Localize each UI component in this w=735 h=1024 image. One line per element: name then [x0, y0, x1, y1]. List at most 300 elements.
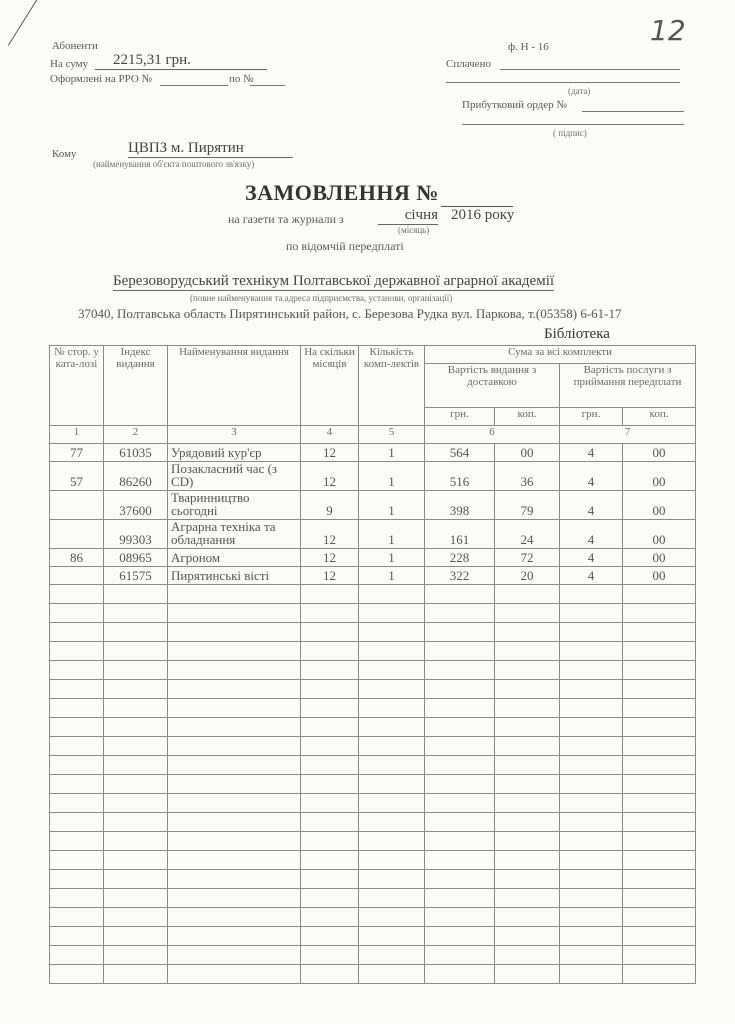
empty-cell	[50, 927, 104, 946]
empty-cell	[359, 908, 425, 927]
empty-cell	[359, 623, 425, 642]
empty-cell	[50, 680, 104, 699]
order-number-line	[441, 180, 513, 207]
col-number: 7	[560, 426, 696, 444]
empty-cell	[623, 642, 696, 661]
order-year: 2016 року	[451, 207, 515, 223]
empty-cell	[425, 946, 495, 965]
cell-name: Тваринництво сьогодні	[168, 491, 301, 520]
empty-cell	[301, 699, 359, 718]
cell-page: 57	[50, 462, 104, 491]
order-table	[49, 345, 696, 984]
empty-row	[50, 889, 696, 908]
empty-cell	[359, 832, 425, 851]
empty-cell	[104, 927, 168, 946]
empty-cell	[425, 832, 495, 851]
empty-row	[50, 737, 696, 756]
empty-cell	[301, 965, 359, 984]
empty-cell	[301, 908, 359, 927]
empty-cell	[359, 680, 425, 699]
empty-cell	[301, 756, 359, 775]
cell-months: 12	[301, 444, 359, 462]
empty-cell	[495, 585, 560, 604]
cell-months: 12	[301, 520, 359, 549]
empty-cell	[104, 661, 168, 680]
cell-months: 12	[301, 462, 359, 491]
empty-cell	[359, 756, 425, 775]
empty-cell	[359, 889, 425, 908]
header-sum-all: Сума за всі комплекти	[425, 346, 696, 364]
empty-cell	[104, 680, 168, 699]
empty-cell	[301, 851, 359, 870]
empty-cell	[623, 965, 696, 984]
col-number: 6	[425, 426, 560, 444]
cell-name: Урядовий кур'єр	[168, 444, 301, 462]
empty-cell	[168, 756, 301, 775]
date-label: (дата)	[568, 86, 591, 96]
empty-cell	[104, 870, 168, 889]
empty-cell	[560, 775, 623, 794]
cell-index: 61575	[104, 567, 168, 585]
empty-cell	[495, 642, 560, 661]
organization-name: Березоворудський технікум Полтавської державної аграрної академії	[113, 273, 555, 289]
empty-cell	[560, 889, 623, 908]
cell-s-uah: 4	[560, 491, 623, 520]
empty-row	[50, 585, 696, 604]
empty-cell	[168, 699, 301, 718]
header-name: Найменування видання	[168, 346, 301, 426]
empty-cell	[623, 832, 696, 851]
column-numbers-row	[50, 426, 696, 444]
empty-cell	[495, 718, 560, 737]
empty-cell	[425, 699, 495, 718]
empty-cell	[623, 775, 696, 794]
cell-page	[50, 520, 104, 549]
empty-cell	[623, 718, 696, 737]
empty-cell	[104, 756, 168, 775]
empty-cell	[168, 737, 301, 756]
empty-cell	[104, 585, 168, 604]
cell-s-uah: 4	[560, 462, 623, 491]
empty-cell	[104, 946, 168, 965]
empty-cell	[560, 699, 623, 718]
empty-cell	[495, 737, 560, 756]
header-delivery-cost: Вартість видання з доставкою	[425, 364, 560, 408]
cell-uah: 564	[425, 444, 495, 462]
cell-index: 61035	[104, 444, 168, 462]
empty-cell	[495, 756, 560, 775]
empty-cell	[425, 718, 495, 737]
sum-value: 2215,31 грн.	[95, 52, 267, 70]
empty-row	[50, 680, 696, 699]
empty-cell	[623, 623, 696, 642]
empty-cell	[495, 699, 560, 718]
empty-cell	[425, 661, 495, 680]
empty-cell	[301, 737, 359, 756]
addressee-value: ЦВПЗ м. Пирятин	[128, 140, 293, 158]
table-row	[50, 549, 696, 567]
cell-uah: 228	[425, 549, 495, 567]
empty-cell	[301, 889, 359, 908]
empty-cell	[168, 832, 301, 851]
empty-cell	[623, 946, 696, 965]
col-number: 5	[359, 426, 425, 444]
empty-cell	[50, 908, 104, 927]
empty-cell	[301, 661, 359, 680]
cell-uah: 398	[425, 491, 495, 520]
cell-index: 99303	[104, 520, 168, 549]
empty-cell	[495, 889, 560, 908]
cell-kop: 24	[495, 520, 560, 549]
empty-cell	[50, 699, 104, 718]
empty-cell	[560, 623, 623, 642]
empty-cell	[50, 870, 104, 889]
empty-cell	[301, 832, 359, 851]
cell-page: 77	[50, 444, 104, 462]
organization-address: 37040, Полтавська область Пирятинський район, с. Березова Рудка вул. Паркова, т.(05358) 6-61-17	[78, 306, 622, 321]
table-row	[50, 444, 696, 462]
header-service-cost: Вартість послуги з приймання передплати	[560, 364, 696, 408]
empty-cell	[560, 661, 623, 680]
cell-s-uah: 4	[560, 549, 623, 567]
cell-kop: 36	[495, 462, 560, 491]
empty-cell	[168, 794, 301, 813]
header-kop: коп.	[495, 408, 560, 426]
cell-index: 08965	[104, 549, 168, 567]
empty-cell	[560, 832, 623, 851]
cell-s-kop: 00	[623, 520, 696, 549]
rro-line	[160, 85, 228, 86]
empty-cell	[425, 737, 495, 756]
department: Бібліотека	[544, 326, 610, 342]
receipt-line	[582, 111, 684, 112]
empty-cell	[50, 604, 104, 623]
empty-cell	[301, 870, 359, 889]
table-row	[50, 567, 696, 585]
empty-cell	[623, 813, 696, 832]
addressee-caption: (найменування об'єкта поштового зв'язку)	[93, 159, 255, 169]
empty-cell	[301, 794, 359, 813]
cell-s-kop: 00	[623, 462, 696, 491]
header-sets: Кількість комп-лектів	[359, 346, 425, 426]
page-number: 12	[650, 14, 686, 47]
cell-page: 86	[50, 549, 104, 567]
empty-row	[50, 642, 696, 661]
header-index: Індекс видання	[104, 346, 168, 426]
empty-cell	[560, 908, 623, 927]
empty-cell	[301, 604, 359, 623]
empty-cell	[168, 851, 301, 870]
empty-cell	[168, 889, 301, 908]
empty-cell	[425, 908, 495, 927]
empty-cell	[359, 965, 425, 984]
empty-cell	[104, 775, 168, 794]
empty-cell	[560, 870, 623, 889]
empty-cell	[50, 737, 104, 756]
empty-cell	[623, 737, 696, 756]
empty-cell	[359, 604, 425, 623]
cell-months: 12	[301, 549, 359, 567]
order-line-prefix: на газети та журнали з	[228, 212, 344, 226]
cell-index: 86260	[104, 462, 168, 491]
empty-cell	[425, 642, 495, 661]
cell-s-uah: 4	[560, 520, 623, 549]
empty-cell	[623, 908, 696, 927]
empty-cell	[50, 756, 104, 775]
cell-s-kop: 00	[623, 549, 696, 567]
empty-cell	[560, 813, 623, 832]
empty-cell	[425, 623, 495, 642]
empty-cell	[50, 775, 104, 794]
empty-row	[50, 794, 696, 813]
empty-cell	[623, 585, 696, 604]
empty-row	[50, 908, 696, 927]
empty-cell	[301, 927, 359, 946]
empty-row	[50, 718, 696, 737]
empty-cell	[168, 623, 301, 642]
subscription-type: по відомчій передплаті	[286, 239, 404, 253]
empty-cell	[560, 642, 623, 661]
empty-cell	[495, 775, 560, 794]
empty-cell	[168, 585, 301, 604]
empty-cell	[425, 870, 495, 889]
cell-sets: 1	[359, 549, 425, 567]
cell-kop: 20	[495, 567, 560, 585]
empty-cell	[495, 851, 560, 870]
empty-cell	[359, 813, 425, 832]
cell-s-kop: 00	[623, 444, 696, 462]
empty-cell	[50, 832, 104, 851]
header-service-kop: коп.	[623, 408, 696, 426]
empty-cell	[50, 661, 104, 680]
empty-cell	[495, 870, 560, 889]
empty-row	[50, 775, 696, 794]
empty-cell	[104, 813, 168, 832]
empty-cell	[560, 794, 623, 813]
cell-kop: 72	[495, 549, 560, 567]
empty-cell	[301, 718, 359, 737]
empty-cell	[495, 794, 560, 813]
header-service-uah: грн.	[560, 408, 623, 426]
empty-cell	[623, 661, 696, 680]
empty-cell	[301, 585, 359, 604]
table-row	[50, 462, 696, 491]
empty-cell	[623, 851, 696, 870]
empty-cell	[168, 870, 301, 889]
empty-cell	[359, 699, 425, 718]
empty-cell	[50, 965, 104, 984]
organization-caption: (повне найменування та адреса підприємства, установи, організації)	[190, 293, 453, 303]
order-title	[245, 180, 513, 207]
empty-cell	[359, 737, 425, 756]
empty-cell	[301, 680, 359, 699]
cell-s-kop: 00	[623, 491, 696, 520]
empty-row	[50, 946, 696, 965]
header-page: № стор. у ката-лозі	[50, 346, 104, 426]
empty-cell	[50, 889, 104, 908]
empty-cell	[560, 756, 623, 775]
addressee-label: Кому	[52, 148, 77, 160]
col-number: 4	[301, 426, 359, 444]
empty-cell	[359, 870, 425, 889]
empty-cell	[623, 889, 696, 908]
empty-cell	[495, 680, 560, 699]
empty-cell	[168, 813, 301, 832]
empty-cell	[495, 965, 560, 984]
empty-cell	[359, 927, 425, 946]
empty-cell	[425, 813, 495, 832]
empty-cell	[359, 585, 425, 604]
receipt-label: Прибутковий ордер №	[462, 99, 567, 111]
header-uah: грн.	[425, 408, 495, 426]
empty-cell	[50, 794, 104, 813]
cell-uah: 161	[425, 520, 495, 549]
cell-months: 9	[301, 491, 359, 520]
empty-cell	[560, 965, 623, 984]
empty-cell	[495, 908, 560, 927]
empty-cell	[168, 718, 301, 737]
rro-no-label: по №	[229, 73, 254, 85]
empty-cell	[495, 661, 560, 680]
empty-cell	[425, 756, 495, 775]
empty-cell	[168, 775, 301, 794]
paid-label: Сплачено	[446, 58, 491, 70]
empty-cell	[168, 661, 301, 680]
cell-sets: 1	[359, 520, 425, 549]
empty-cell	[168, 642, 301, 661]
cell-kop: 00	[495, 444, 560, 462]
corner-stroke	[8, 0, 46, 46]
empty-cell	[495, 813, 560, 832]
empty-cell	[104, 832, 168, 851]
empty-cell	[425, 889, 495, 908]
empty-cell	[301, 946, 359, 965]
cell-name: Агроном	[168, 549, 301, 567]
empty-cell	[495, 604, 560, 623]
empty-cell	[104, 623, 168, 642]
empty-cell	[560, 946, 623, 965]
cell-sets: 1	[359, 444, 425, 462]
empty-cell	[425, 851, 495, 870]
sign-label: ( підпис)	[553, 128, 587, 138]
empty-cell	[50, 642, 104, 661]
month-caption: (місяць)	[398, 225, 430, 235]
cell-s-kop: 00	[623, 567, 696, 585]
empty-cell	[560, 927, 623, 946]
empty-cell	[425, 775, 495, 794]
empty-cell	[623, 794, 696, 813]
empty-row	[50, 604, 696, 623]
empty-cell	[359, 946, 425, 965]
empty-row	[50, 699, 696, 718]
empty-cell	[623, 927, 696, 946]
header-row-1	[50, 346, 696, 364]
empty-cell	[50, 623, 104, 642]
empty-cell	[301, 775, 359, 794]
empty-cell	[623, 699, 696, 718]
empty-cell	[104, 699, 168, 718]
empty-cell	[623, 680, 696, 699]
empty-cell	[50, 718, 104, 737]
empty-cell	[104, 851, 168, 870]
empty-cell	[425, 680, 495, 699]
empty-cell	[425, 794, 495, 813]
empty-cell	[301, 642, 359, 661]
empty-cell	[359, 718, 425, 737]
empty-cell	[560, 851, 623, 870]
table-row	[50, 491, 696, 520]
empty-cell	[50, 585, 104, 604]
empty-row	[50, 965, 696, 984]
header-months: На скільки місяців	[301, 346, 359, 426]
empty-row	[50, 927, 696, 946]
rro-label: Оформлені на РРО №	[50, 73, 153, 85]
empty-cell	[104, 889, 168, 908]
empty-row	[50, 661, 696, 680]
empty-cell	[560, 585, 623, 604]
empty-cell	[495, 832, 560, 851]
empty-row	[50, 623, 696, 642]
empty-cell	[104, 965, 168, 984]
cell-page	[50, 491, 104, 520]
col-number: 2	[104, 426, 168, 444]
empty-cell	[623, 604, 696, 623]
empty-cell	[495, 623, 560, 642]
order-title-text: ЗАМОВЛЕННЯ №	[245, 180, 439, 205]
empty-cell	[104, 794, 168, 813]
rro-no-line	[250, 85, 285, 86]
cell-sets: 1	[359, 491, 425, 520]
empty-cell	[495, 927, 560, 946]
table-row	[50, 520, 696, 549]
empty-cell	[50, 851, 104, 870]
empty-cell	[560, 718, 623, 737]
empty-cell	[560, 680, 623, 699]
empty-cell	[50, 946, 104, 965]
paid-line-2	[446, 82, 680, 83]
cell-name: Позакласний час (з CD)	[168, 462, 301, 491]
cell-s-uah: 4	[560, 567, 623, 585]
receipt-line-2	[462, 124, 684, 125]
empty-cell	[168, 680, 301, 699]
cell-kop: 79	[495, 491, 560, 520]
empty-cell	[104, 604, 168, 623]
cell-uah: 516	[425, 462, 495, 491]
empty-cell	[168, 965, 301, 984]
empty-cell	[104, 718, 168, 737]
empty-cell	[560, 737, 623, 756]
empty-cell	[168, 946, 301, 965]
empty-row	[50, 870, 696, 889]
form-code: ф. Н - 16	[508, 41, 549, 53]
empty-cell	[104, 908, 168, 927]
cell-uah: 322	[425, 567, 495, 585]
empty-cell	[623, 870, 696, 889]
subscribers-label: Абоненти	[52, 40, 98, 52]
paid-line	[500, 69, 680, 70]
empty-cell	[425, 604, 495, 623]
empty-cell	[168, 908, 301, 927]
empty-cell	[359, 661, 425, 680]
empty-cell	[623, 756, 696, 775]
cell-months: 12	[301, 567, 359, 585]
empty-cell	[104, 642, 168, 661]
empty-cell	[425, 927, 495, 946]
empty-cell	[425, 585, 495, 604]
cell-sets: 1	[359, 567, 425, 585]
empty-cell	[425, 965, 495, 984]
empty-cell	[168, 927, 301, 946]
